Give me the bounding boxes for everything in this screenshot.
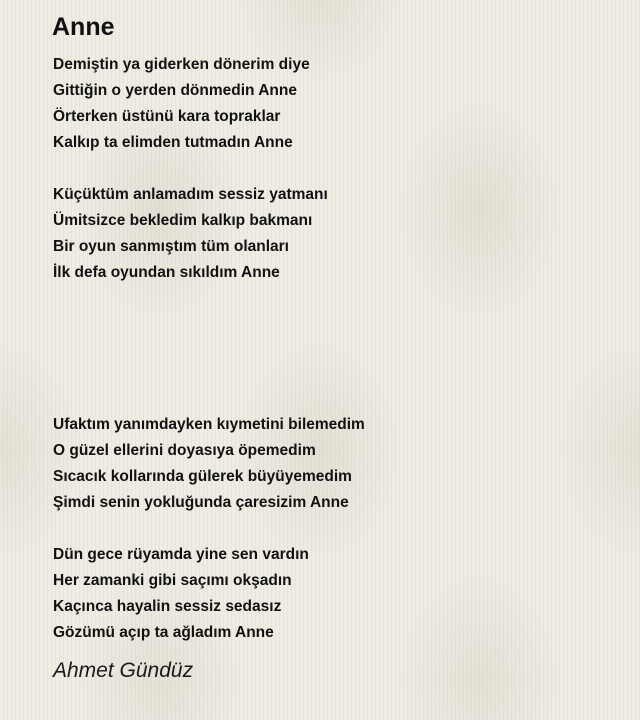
verse-line: Demiştin ya giderken dönerim diye: [53, 56, 310, 73]
verse-line: Şimdi senin yokluğunda çaresizim Anne: [53, 494, 349, 511]
stanza-2: [53, 182, 328, 286]
verse-line: Küçüktüm anlamadım sessiz yatmanı: [53, 186, 328, 203]
verse-line: Ümitsizce bekledim kalkıp bakmanı: [53, 212, 313, 229]
verse-line: Kalkıp ta elimden tutmadın Anne: [53, 134, 293, 151]
poem-title: Anne: [52, 13, 115, 41]
verse-line: Bir oyun sanmıştım tüm olanları: [53, 238, 289, 255]
verse-line: Sıcacık kollarında gülerek büyüyemedim: [53, 468, 352, 485]
poem-author: Ahmet Gündüz: [53, 659, 194, 682]
verse-line: O güzel ellerini doyasıya öpemedim: [53, 442, 316, 459]
stanza-4: [53, 542, 309, 646]
verse-line: Dün gece rüyamda yine sen vardın: [53, 546, 309, 563]
verse-line: Kaçınca hayalin sessiz sedasız: [53, 598, 282, 615]
stanza-3: [53, 412, 365, 516]
stanza-1: [53, 52, 310, 156]
verse-line: Gözümü açıp ta ağladım Anne: [53, 624, 274, 641]
verse-line: Her zamanki gibi saçımı okşadın: [53, 572, 292, 589]
verse-line: Örterken üstünü kara topraklar: [53, 108, 281, 125]
verse-line: İlk defa oyundan sıkıldım Anne: [53, 264, 280, 281]
verse-line: Ufaktım yanımdayken kıymetini bilemedim: [53, 416, 365, 433]
verse-line: Gittiğin o yerden dönmedin Anne: [53, 82, 297, 99]
